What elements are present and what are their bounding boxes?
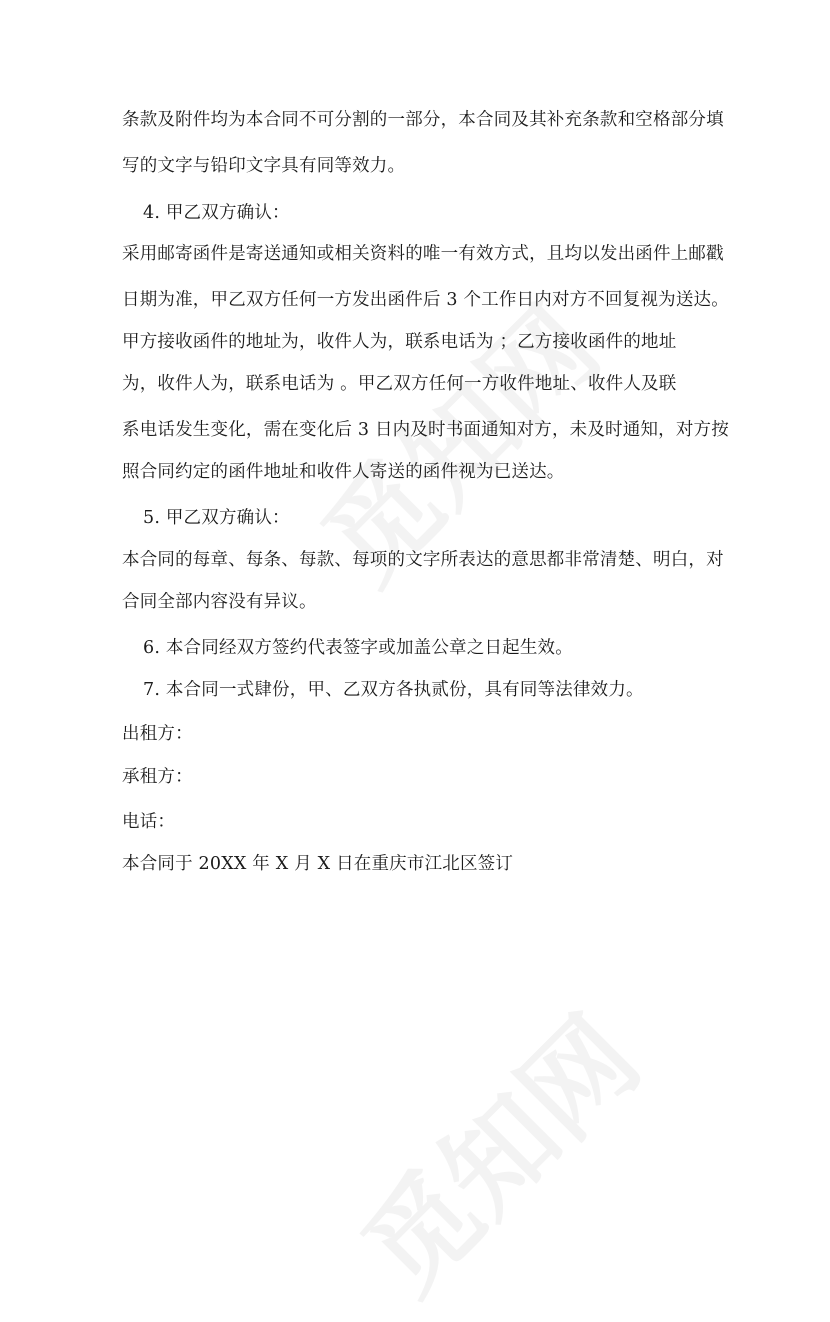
- paragraph-line: 写的文字与铅印文字具有同等效力。: [122, 156, 406, 176]
- watermark: [322, 976, 667, 1321]
- clause-6: 6. 本合同经双方签约代表签字或加盖公章之日起生效。: [143, 638, 573, 658]
- lessee-label: 承租方：: [122, 767, 193, 787]
- clause-heading-5: 5. 甲乙双方确认：: [143, 508, 290, 528]
- paragraph-line: 合同全部内容没有异议。: [122, 592, 317, 612]
- clause-heading-4: 4. 甲乙双方确认：: [143, 203, 290, 223]
- paragraph-line: 为，收件人为，联系电话为 。甲乙双方任何一方收件地址、收件人及联: [122, 374, 677, 394]
- paragraph-line: 照合同约定的函件地址和收件人寄送的函件视为已送达。: [122, 462, 565, 482]
- paragraph-line: 本合同的每章、每条、每款、每项的文字所表达的意思都非常清楚、明白，对: [122, 550, 724, 570]
- clause-7: 7. 本合同一式肆份，甲、乙双方各执贰份，具有同等法律效力。: [143, 680, 644, 700]
- signing-date-line: 本合同于 20XX 年 X 月 X 日在重庆市江北区签订: [122, 854, 514, 874]
- paragraph-line: 系电话发生变化，需在变化后 3 日内及时书面通知对方，未及时通知，对方按: [122, 420, 729, 440]
- phone-label: 电话：: [122, 812, 176, 832]
- paragraph-line: 条款及附件均为本合同不可分割的一部分，本合同及其补充条款和空格部分填: [122, 110, 724, 130]
- paragraph-line: 日期为准，甲乙双方任何一方发出函件后 3 个工作日内对方不回复视为送达。: [122, 290, 729, 310]
- paragraph-line: 采用邮寄函件是寄送通知或相关资料的唯一有效方式，且均以发出函件上邮戳: [122, 244, 724, 264]
- paragraph-line: 甲方接收函件的地址为，收件人为，联系电话为 ；乙方接收函件的地址: [122, 332, 677, 352]
- lessor-label: 出租方：: [122, 724, 193, 744]
